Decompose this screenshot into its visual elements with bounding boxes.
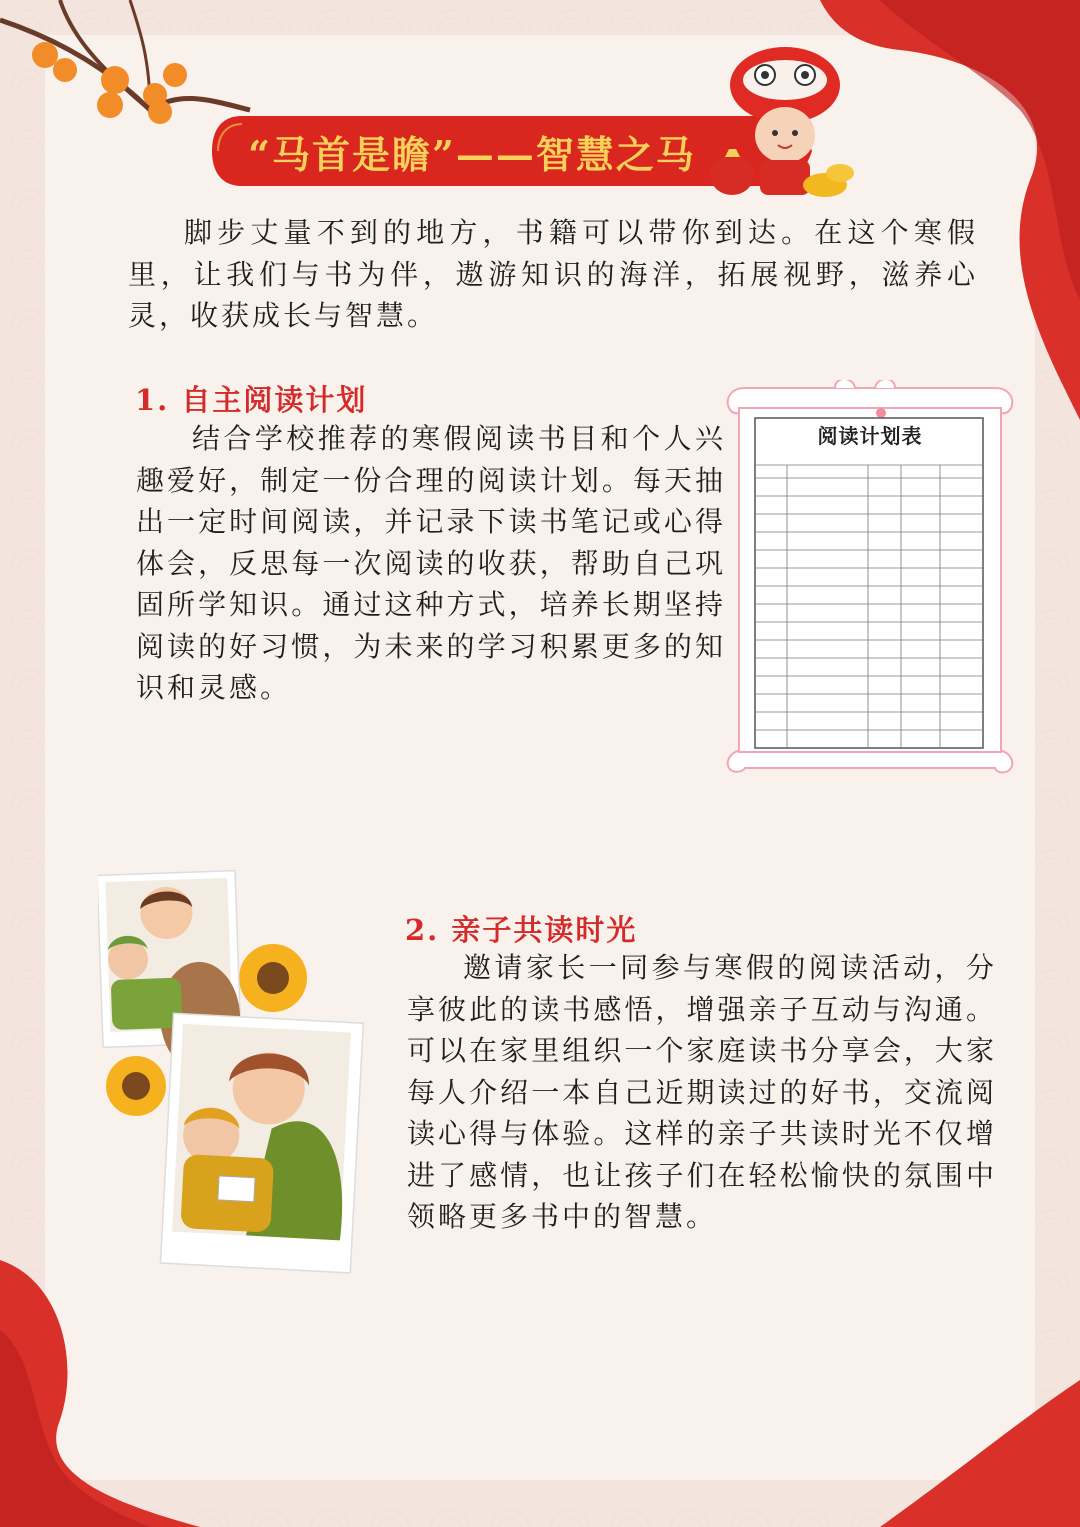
lion-dance-mascot-illustration (700, 45, 860, 205)
section-1-body: 结合学校推荐的寒假阅读书目和个人兴趣爱好，制定一份合理的阅读计划。每天抽出一定时间阅读，并记录下读书笔记或心得体会，反思每一次阅读的收获，帮助自己巩固所学知识。通过这种方式，培养长期坚持阅读的好习惯，为未来的学习积累更多的知识和灵感。 (136, 422, 726, 704)
family-reading-photos-illustration (98, 868, 368, 1308)
sunflower-icon (106, 1056, 166, 1116)
section-2-body: 邀请家长一同参与寒假的阅读活动，分享彼此的读书感悟，增强亲子互动与沟通。可以在家里组织一个家庭读书分享会，大家每人介绍一本自己近期读过的好书，交流阅读心得与体验。这样的亲子共读时光不仅增进了感情，也让孩子们在轻松愉快的氛围中领略更多书中的智慧。 (407, 951, 997, 1233)
section-1-heading: 1. 自主阅读计划 (135, 383, 368, 417)
sunflower-icon (239, 944, 307, 1012)
reading-plan-sheet-title: 阅读计划表 (817, 424, 923, 448)
page-title: “马首是瞻”——智慧之马 (248, 131, 696, 177)
intro-paragraph: 脚步丈量不到的地方，书籍可以带你到达。在这个寒假里，让我们与书为伴，遨游知识的海洋，拓展视野，滋养心灵，收获成长与智慧。 (128, 216, 978, 332)
reading-plan-sheet (725, 380, 1015, 776)
section-2-heading: 2. 亲子共读时光 (405, 913, 638, 947)
